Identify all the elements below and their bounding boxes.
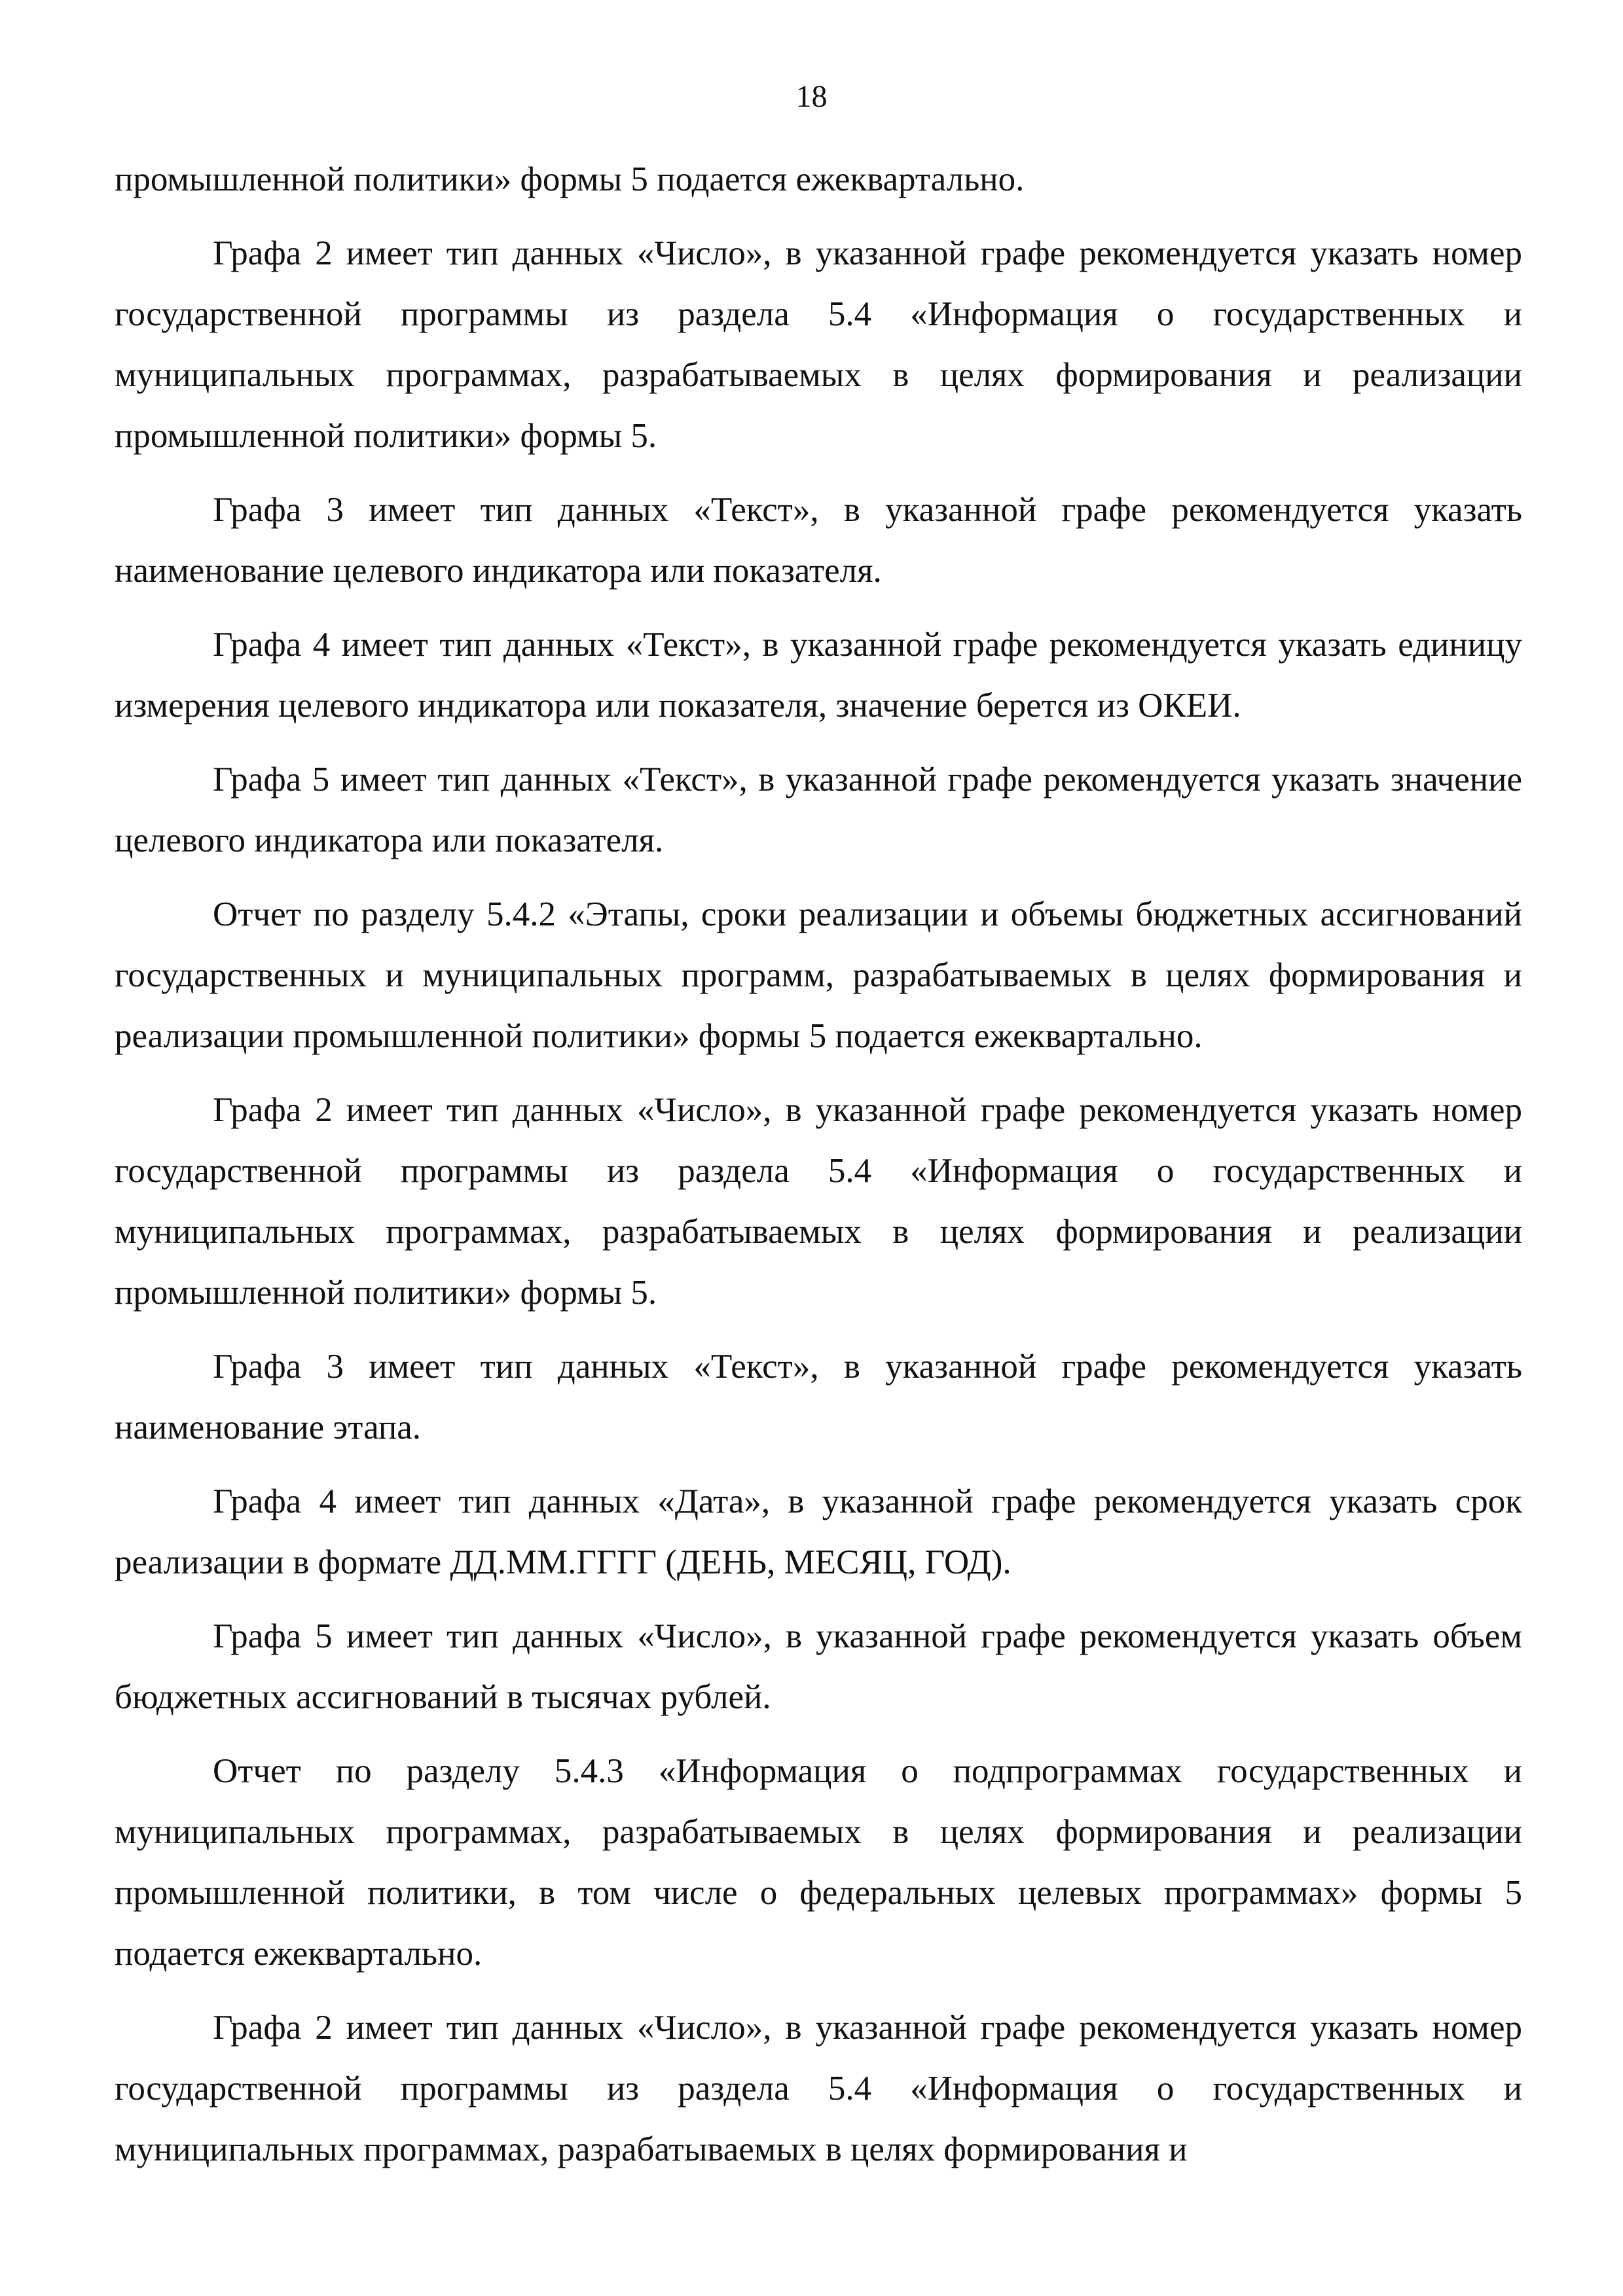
paragraph: Графа 2 имеет тип данных «Число», в указанной графе рекомендуется указать номер государственной программы из раздела 5.4 «Информация о государственных и муниципальных программах, разрабатываемых в целях формирования и реализации промышленной политики» формы 5. xyxy=(115,1091,1522,1312)
document-body xyxy=(115,149,1522,2193)
paragraph: Графа 5 имеет тип данных «Текст», в указанной графе рекомендуется указать значение целевого индикатора или показателя. xyxy=(115,761,1522,859)
paragraph: Графа 4 имеет тип данных «Текст», в указанной графе рекомендуется указать единицу измерения целевого индикатора или показателя, значение берется из ОКЕИ. xyxy=(115,626,1522,725)
paragraph: Отчет по разделу 5.4.2 «Этапы, сроки реализации и объемы бюджетных ассигнований государственных и муниципальных программ, разрабатываемых в целях формирования и реализации промышленной политики» формы 5 подается ежеквартально. xyxy=(115,895,1522,1055)
paragraph: Графа 3 имеет тип данных «Текст», в указанной графе рекомендуется указать наименование целевого индикатора или показателя. xyxy=(115,491,1522,590)
paragraph: Графа 4 имеет тип данных «Дата», в указанной графе рекомендуется указать срок реализации в формате ДД.ММ.ГГГГ (ДЕНЬ, МЕСЯЦ, ГОД). xyxy=(115,1482,1522,1581)
paragraph: Отчет по разделу 5.4.3 «Информация о подпрограммах государственных и муниципальных программах, разрабатываемых в целях формирования и реализации промышленной политики, в том числе о федеральных целевых программах» формы 5 подается ежеквартально. xyxy=(115,1752,1522,1973)
paragraph: Графа 5 имеет тип данных «Число», в указанной графе рекомендуется указать объем бюджетных ассигнований в тысячах рублей. xyxy=(115,1617,1522,1716)
paragraph: Графа 2 имеет тип данных «Число», в указанной графе рекомендуется указать номер государственной программы из раздела 5.4 «Информация о государственных и муниципальных программах, разрабатываемых в целях формирования и xyxy=(115,2009,1522,2168)
paragraph: Графа 2 имеет тип данных «Число», в указанной графе рекомендуется указать номер государственной программы из раздела 5.4 «Информация о государственных и муниципальных программах, разрабатываемых в целях формирования и реализации промышленной политики» формы 5. xyxy=(115,234,1522,455)
paragraph: промышленной политики» формы 5 подается ежеквартально. xyxy=(115,160,1025,198)
paragraph: Графа 3 имеет тип данных «Текст», в указанной графе рекомендуется указать наименование этапа. xyxy=(115,1348,1522,1446)
page-number: 18 xyxy=(795,79,828,114)
